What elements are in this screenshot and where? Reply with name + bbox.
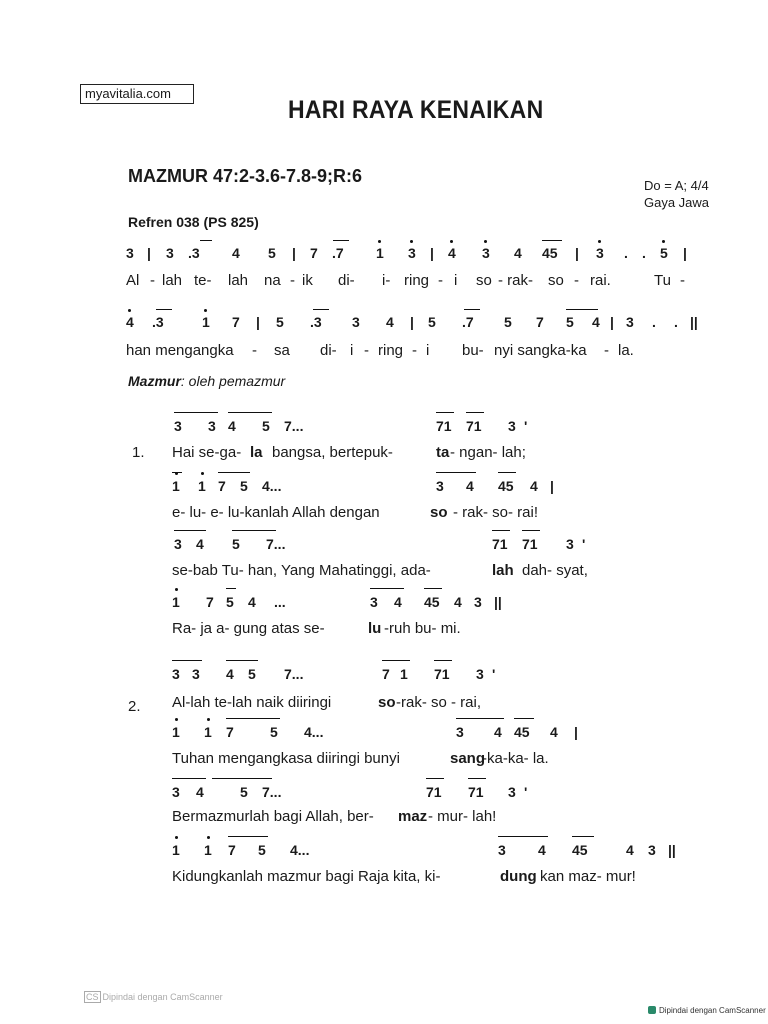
- octave-dot: [175, 718, 178, 721]
- syllable: Tu: [654, 272, 671, 289]
- lyric-text: kan maz- mur!: [540, 868, 636, 885]
- note: 5: [240, 478, 248, 494]
- lyric-text: dah- syat,: [522, 562, 588, 579]
- note: 5: [226, 594, 234, 610]
- beam: [492, 530, 510, 531]
- note: 3: [508, 784, 516, 800]
- note: 5: [232, 536, 240, 552]
- barline: |: [683, 245, 687, 261]
- lyric-text: -ruh bu- mi.: [384, 620, 461, 637]
- syllable: han mengangka: [126, 342, 234, 359]
- beam: [333, 240, 349, 241]
- breath: ': [524, 784, 528, 800]
- beam: [566, 309, 598, 310]
- beam: [172, 660, 202, 661]
- octave-dot: [207, 718, 210, 721]
- note: 71: [468, 784, 484, 800]
- syllable: ik: [302, 272, 313, 289]
- final-barline: ||: [668, 842, 676, 858]
- note: 7: [310, 245, 318, 261]
- note: 7...: [262, 784, 282, 800]
- note: 1: [400, 666, 408, 682]
- beam: [228, 836, 268, 837]
- beam: [228, 412, 272, 413]
- syllable: i-: [382, 272, 391, 289]
- beam: [464, 309, 480, 310]
- note: 5: [258, 842, 266, 858]
- note: 3: [174, 418, 182, 434]
- note: 3: [596, 245, 604, 261]
- note: .7: [462, 314, 474, 330]
- syllable: i: [350, 342, 354, 359]
- note: 5: [248, 666, 256, 682]
- key-label: Do = A; 4/4: [644, 178, 709, 193]
- lyric-text: Al-lah te-lah naik diiringi: [172, 694, 332, 711]
- lyric-text: -ka-ka- la.: [482, 750, 549, 767]
- note: 1: [202, 314, 210, 330]
- note: 1: [172, 724, 180, 740]
- note: 3: [172, 666, 180, 682]
- note: 4: [448, 245, 456, 261]
- note: 4...: [262, 478, 282, 494]
- note: 4: [626, 842, 634, 858]
- note: 3: [474, 594, 482, 610]
- note: 1: [204, 842, 212, 858]
- note: 4: [126, 314, 134, 330]
- octave-dot: [175, 588, 178, 591]
- beam: [172, 778, 206, 779]
- note: .3: [152, 314, 164, 330]
- note: 5: [276, 314, 284, 330]
- note: 4: [592, 314, 600, 330]
- note: 4...: [290, 842, 310, 858]
- lyric-bold: lah: [492, 562, 514, 579]
- beam: [218, 472, 250, 473]
- beam: [226, 660, 258, 661]
- beam: [382, 660, 410, 661]
- mazmur-label: [128, 373, 285, 389]
- note: 3: [648, 842, 656, 858]
- note: 4: [196, 536, 204, 552]
- note: 3: [166, 245, 174, 261]
- syllable: -: [412, 342, 417, 359]
- note: 4: [226, 666, 234, 682]
- octave-dot: [450, 240, 453, 243]
- cs-logo-icon: CS: [86, 992, 99, 1002]
- note: 7: [228, 842, 236, 858]
- syllable: rai.: [590, 272, 611, 289]
- lyric-text: e- lu- e- lu-kanlah Allah dengan: [172, 504, 380, 521]
- note: 45: [424, 594, 440, 610]
- barline: |: [410, 314, 414, 330]
- syllable: - rak-: [498, 272, 533, 289]
- beam: [370, 588, 404, 589]
- page-title: HARI RAYA KENAIKAN: [288, 96, 544, 124]
- note: 3: [172, 784, 180, 800]
- note: 3: [626, 314, 634, 330]
- beam: [466, 412, 484, 413]
- note: 5: [270, 724, 278, 740]
- beam: [514, 718, 534, 719]
- note: .3: [188, 245, 200, 261]
- lyric-text: bangsa, bertepuk-: [272, 444, 393, 461]
- syllable: -: [364, 342, 369, 359]
- note: 4: [386, 314, 394, 330]
- note: 4: [394, 594, 402, 610]
- note: 1: [172, 478, 180, 494]
- note: 4: [248, 594, 256, 610]
- note: 3: [566, 536, 574, 552]
- octave-dot: [484, 240, 487, 243]
- beam: [572, 836, 594, 837]
- beam: [456, 718, 504, 719]
- barline: |: [292, 245, 296, 261]
- note: 7...: [266, 536, 286, 552]
- octave-dot: [204, 309, 207, 312]
- note: 1: [172, 842, 180, 858]
- lyric-text: Hai se-ga-: [172, 444, 242, 461]
- beam: [436, 412, 454, 413]
- note: 5: [262, 418, 270, 434]
- note: 4...: [304, 724, 324, 740]
- octave-dot: [175, 472, 178, 475]
- beam: [232, 530, 276, 531]
- note: 5: [504, 314, 512, 330]
- note: 7: [226, 724, 234, 740]
- note: 4: [228, 418, 236, 434]
- note: 7: [382, 666, 390, 682]
- beam: [156, 309, 172, 310]
- note: 3: [508, 418, 516, 434]
- octave-dot: [378, 240, 381, 243]
- beam: [498, 472, 516, 473]
- lyric-bold: lu: [368, 620, 382, 637]
- beam: [212, 778, 272, 779]
- beam: [426, 778, 444, 779]
- dot: .: [652, 314, 656, 330]
- lyric-text: - mur- lah!: [428, 808, 497, 825]
- lyric-text: - ngan- lah;: [450, 444, 526, 461]
- barline: |: [550, 478, 554, 494]
- lyric-bold: so: [378, 694, 396, 711]
- note: 4: [550, 724, 558, 740]
- syllable: ring: [404, 272, 430, 289]
- note: 5: [660, 245, 668, 261]
- note: 7: [206, 594, 214, 610]
- note: .7: [332, 245, 344, 261]
- beam: [226, 718, 280, 719]
- lyric-bold: dung: [500, 868, 537, 885]
- syllable: -: [252, 342, 257, 359]
- note: 3: [456, 724, 464, 740]
- barline: |: [610, 314, 614, 330]
- dot: .: [624, 245, 628, 261]
- beam: [424, 588, 442, 589]
- syllable: so: [476, 272, 492, 289]
- beam: [226, 588, 236, 589]
- syllable: -: [150, 272, 155, 289]
- syllable: bu-: [462, 342, 484, 359]
- syllable: ring: [378, 342, 404, 359]
- syllable: nyi sangka-ka: [494, 342, 587, 359]
- note: 4: [538, 842, 546, 858]
- note: 5: [240, 784, 248, 800]
- octave-dot: [662, 240, 665, 243]
- faint-scanner-watermark: [84, 992, 223, 1002]
- breath: ': [582, 536, 586, 552]
- note: 71: [436, 418, 452, 434]
- note: 4: [530, 478, 538, 494]
- note: 5: [268, 245, 276, 261]
- syllable: sa: [274, 342, 290, 359]
- syllable: lah: [228, 272, 249, 289]
- lyric-text: se-bab Tu- han, Yang Mahatinggi, ada-: [172, 562, 431, 579]
- syllable: na: [264, 272, 281, 289]
- lyric-text: Bermazmurlah bagi Allah, ber-: [172, 808, 374, 825]
- final-barline: ||: [494, 594, 502, 610]
- syllable: te-: [194, 272, 212, 289]
- syllable: -: [680, 272, 685, 289]
- site-label: myavitalia.com: [80, 84, 194, 104]
- beam: [498, 836, 548, 837]
- beam: [313, 309, 329, 310]
- note: 45: [514, 724, 530, 740]
- barline: |: [147, 245, 151, 261]
- style-label: Gaya Jawa: [644, 195, 710, 210]
- note: 3: [436, 478, 444, 494]
- note: 3: [352, 314, 360, 330]
- camscanner-icon: [648, 1006, 656, 1014]
- beam: [174, 412, 218, 413]
- note: .3: [310, 314, 322, 330]
- lyric-text: -rak- so - rai,: [396, 694, 482, 711]
- lyric-bold: ta: [436, 444, 450, 461]
- note: 3: [408, 245, 416, 261]
- barline: |: [430, 245, 434, 261]
- dot: .: [642, 245, 646, 261]
- octave-dot: [128, 309, 131, 312]
- note: 3: [498, 842, 506, 858]
- verse-number: 1.: [132, 444, 145, 461]
- syllable: lah: [162, 272, 183, 289]
- scanner-text: Dipindai dengan CamScanner: [659, 1006, 766, 1015]
- beam: [522, 530, 540, 531]
- dots: ...: [274, 594, 286, 610]
- syllable: -: [290, 272, 295, 289]
- final-barline: ||: [690, 314, 698, 330]
- note: 3: [126, 245, 134, 261]
- beam: [542, 240, 562, 241]
- note: 3: [174, 536, 182, 552]
- octave-dot: [207, 836, 210, 839]
- syllable: la.: [618, 342, 634, 359]
- syllable: -: [604, 342, 609, 359]
- barline: |: [575, 245, 579, 261]
- lyric-text: Tuhan mengangkasa diiringi bunyi: [172, 750, 400, 767]
- syllable: -: [438, 272, 443, 289]
- note: 3: [370, 594, 378, 610]
- refrain-label: Refren 038 (PS 825): [128, 214, 259, 230]
- note: 4: [514, 245, 522, 261]
- note: 71: [426, 784, 442, 800]
- barline: |: [256, 314, 260, 330]
- syllable: so: [548, 272, 564, 289]
- verse-number: 2.: [128, 698, 141, 715]
- lyric-text: - rak- so- rai!: [453, 504, 539, 521]
- octave-dot: [598, 240, 601, 243]
- lyric-bold: so: [430, 504, 448, 521]
- note: 1: [198, 478, 206, 494]
- note: 7: [232, 314, 240, 330]
- scanner-label: [648, 1006, 766, 1015]
- beam: [200, 240, 212, 241]
- lyric-bold: la: [250, 444, 263, 461]
- syllable: di-: [338, 272, 355, 289]
- note: 71: [434, 666, 450, 682]
- note: 3: [482, 245, 490, 261]
- note: 3: [208, 418, 216, 434]
- octave-dot: [410, 240, 413, 243]
- note: 45: [572, 842, 588, 858]
- note: 1: [172, 594, 180, 610]
- lyric-bold: maz: [398, 808, 428, 825]
- syllable: -: [574, 272, 579, 289]
- note: 5: [566, 314, 574, 330]
- note: 4: [494, 724, 502, 740]
- beam: [436, 472, 476, 473]
- syllable: di-: [320, 342, 337, 359]
- dot: .: [674, 314, 678, 330]
- note: 71: [522, 536, 538, 552]
- note: 7: [218, 478, 226, 494]
- beam: [434, 660, 452, 661]
- syllable: i: [454, 272, 458, 289]
- syllable: Al: [126, 272, 140, 289]
- note: 45: [542, 245, 558, 261]
- note: 4: [466, 478, 474, 494]
- barline: |: [574, 724, 578, 740]
- note: 71: [492, 536, 508, 552]
- octave-dot: [201, 472, 204, 475]
- lyric-text: Kidungkanlah mazmur bagi Raja kita, ki-: [172, 868, 441, 885]
- mazmur-label-bold: Mazmur: [128, 373, 181, 389]
- note: 3: [192, 666, 200, 682]
- note: 4: [454, 594, 462, 610]
- watermark-text: Dipindai dengan CamScanner: [102, 992, 223, 1002]
- note: 71: [466, 418, 482, 434]
- note: 1: [204, 724, 212, 740]
- note: 45: [498, 478, 514, 494]
- syllable: i: [426, 342, 430, 359]
- mazmur-label-text: : oleh pemazmur: [180, 373, 286, 389]
- note: 4: [232, 245, 240, 261]
- breath: ': [492, 666, 496, 682]
- note: 3: [476, 666, 484, 682]
- note: 4: [196, 784, 204, 800]
- note: 7: [536, 314, 544, 330]
- note: 5: [428, 314, 436, 330]
- key-signature: [644, 177, 709, 211]
- psalm-reference: MAZMUR 47:2-3.6-7.8-9;R:6: [128, 166, 363, 186]
- breath: ': [524, 418, 528, 434]
- note: 7...: [284, 666, 304, 682]
- note: 7...: [284, 418, 304, 434]
- note: 1: [376, 245, 384, 261]
- octave-dot: [175, 836, 178, 839]
- beam: [174, 530, 206, 531]
- lyric-bold: sang: [450, 750, 486, 767]
- beam: [468, 778, 486, 779]
- lyric-text: Ra- ja a- gung atas se-: [172, 620, 325, 637]
